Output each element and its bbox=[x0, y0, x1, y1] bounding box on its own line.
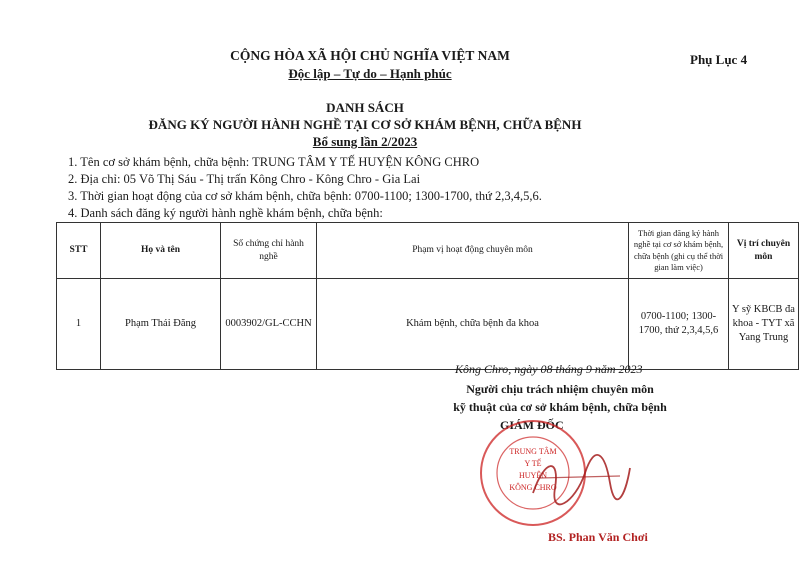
header-scope: Phạm vị hoạt động chuyên môn bbox=[317, 223, 629, 279]
stamp-text: Y TẾ bbox=[524, 459, 542, 468]
cell-name: Phạm Thái Đăng bbox=[101, 279, 221, 370]
country-name: CỘNG HÒA XÃ HỘI CHỦ NGHĨA VIỆT NAM bbox=[230, 48, 510, 63]
table-row bbox=[57, 279, 799, 370]
cell-cert: 0003902/GL-CCHN bbox=[221, 279, 317, 370]
table-header-row bbox=[57, 223, 799, 279]
document-subtitle: ĐĂNG KÝ NGƯỜI HÀNH NGHỀ TẠI CƠ SỞ KHÁM BỆNH, CHỮA BỆNH bbox=[148, 117, 582, 132]
header-stt: STT bbox=[57, 223, 101, 279]
cell-stt: 1 bbox=[57, 279, 101, 370]
document-title: DANH SÁCH bbox=[326, 100, 404, 115]
header-position: Vị trí chuyên môn bbox=[729, 223, 799, 279]
header-time: Thời gian đăng ký hành nghề tại cơ sở khám bệnh, chữa bệnh (ghi cụ thể thời gian làm việc) bbox=[629, 223, 729, 279]
responsible-subtitle: kỹ thuật của cơ sở khám bệnh, chữa bệnh bbox=[453, 400, 667, 414]
place-date: Kông Chro, ngày 08 tháng 9 năm 2023 bbox=[455, 362, 643, 376]
registration-table bbox=[56, 222, 799, 370]
header-name: Họ và tên bbox=[101, 223, 221, 279]
signer-name: BS. Phan Văn Chơi bbox=[548, 530, 648, 544]
responsible-title: Người chịu trách nhiệm chuyên môn bbox=[466, 382, 654, 396]
appendix-label: Phụ Lục 4 bbox=[690, 52, 748, 67]
header-cert: Số chứng chỉ hành nghề bbox=[221, 223, 317, 279]
supplement-label: Bổ sung lần 2/2023 bbox=[312, 134, 418, 149]
list-intro: 4. Danh sách đăng ký người hành nghề khám bệnh, chữa bệnh: bbox=[68, 206, 383, 220]
facility-address: 2. Địa chỉ: 05 Võ Thị Sáu - Thị trấn Kông Chro - Kông Chro - Gia Lai bbox=[68, 172, 421, 186]
facility-name: 1. Tên cơ sở khám bệnh, chữa bệnh: TRUNG TÂM Y TẾ HUYỆN KÔNG CHRO bbox=[68, 155, 480, 169]
national-motto: Độc lập – Tự do – Hạnh phúc bbox=[288, 66, 452, 81]
director-title: GIÁM ĐỐC bbox=[500, 418, 564, 432]
cell-time: 0700-1100; 1300-1700, thứ 2,3,4,5,6 bbox=[629, 279, 729, 370]
stamp-text: HUYỆN bbox=[519, 471, 547, 480]
cell-scope: Khám bệnh, chữa bệnh đa khoa bbox=[317, 279, 629, 370]
signature-mark bbox=[525, 448, 635, 508]
operating-hours: 3. Thời gian hoạt động của cơ sở khám bệnh, chữa bệnh: 0700-1100; 1300-1700, thứ 2,3,4,5,6. bbox=[68, 189, 542, 203]
stamp-text: TRUNG TÂM bbox=[509, 447, 557, 456]
cell-position: Y sỹ KBCB đa khoa - TYT xã Yang Trung bbox=[729, 279, 799, 370]
stamp-text: KÔNG CHRO bbox=[509, 483, 557, 492]
